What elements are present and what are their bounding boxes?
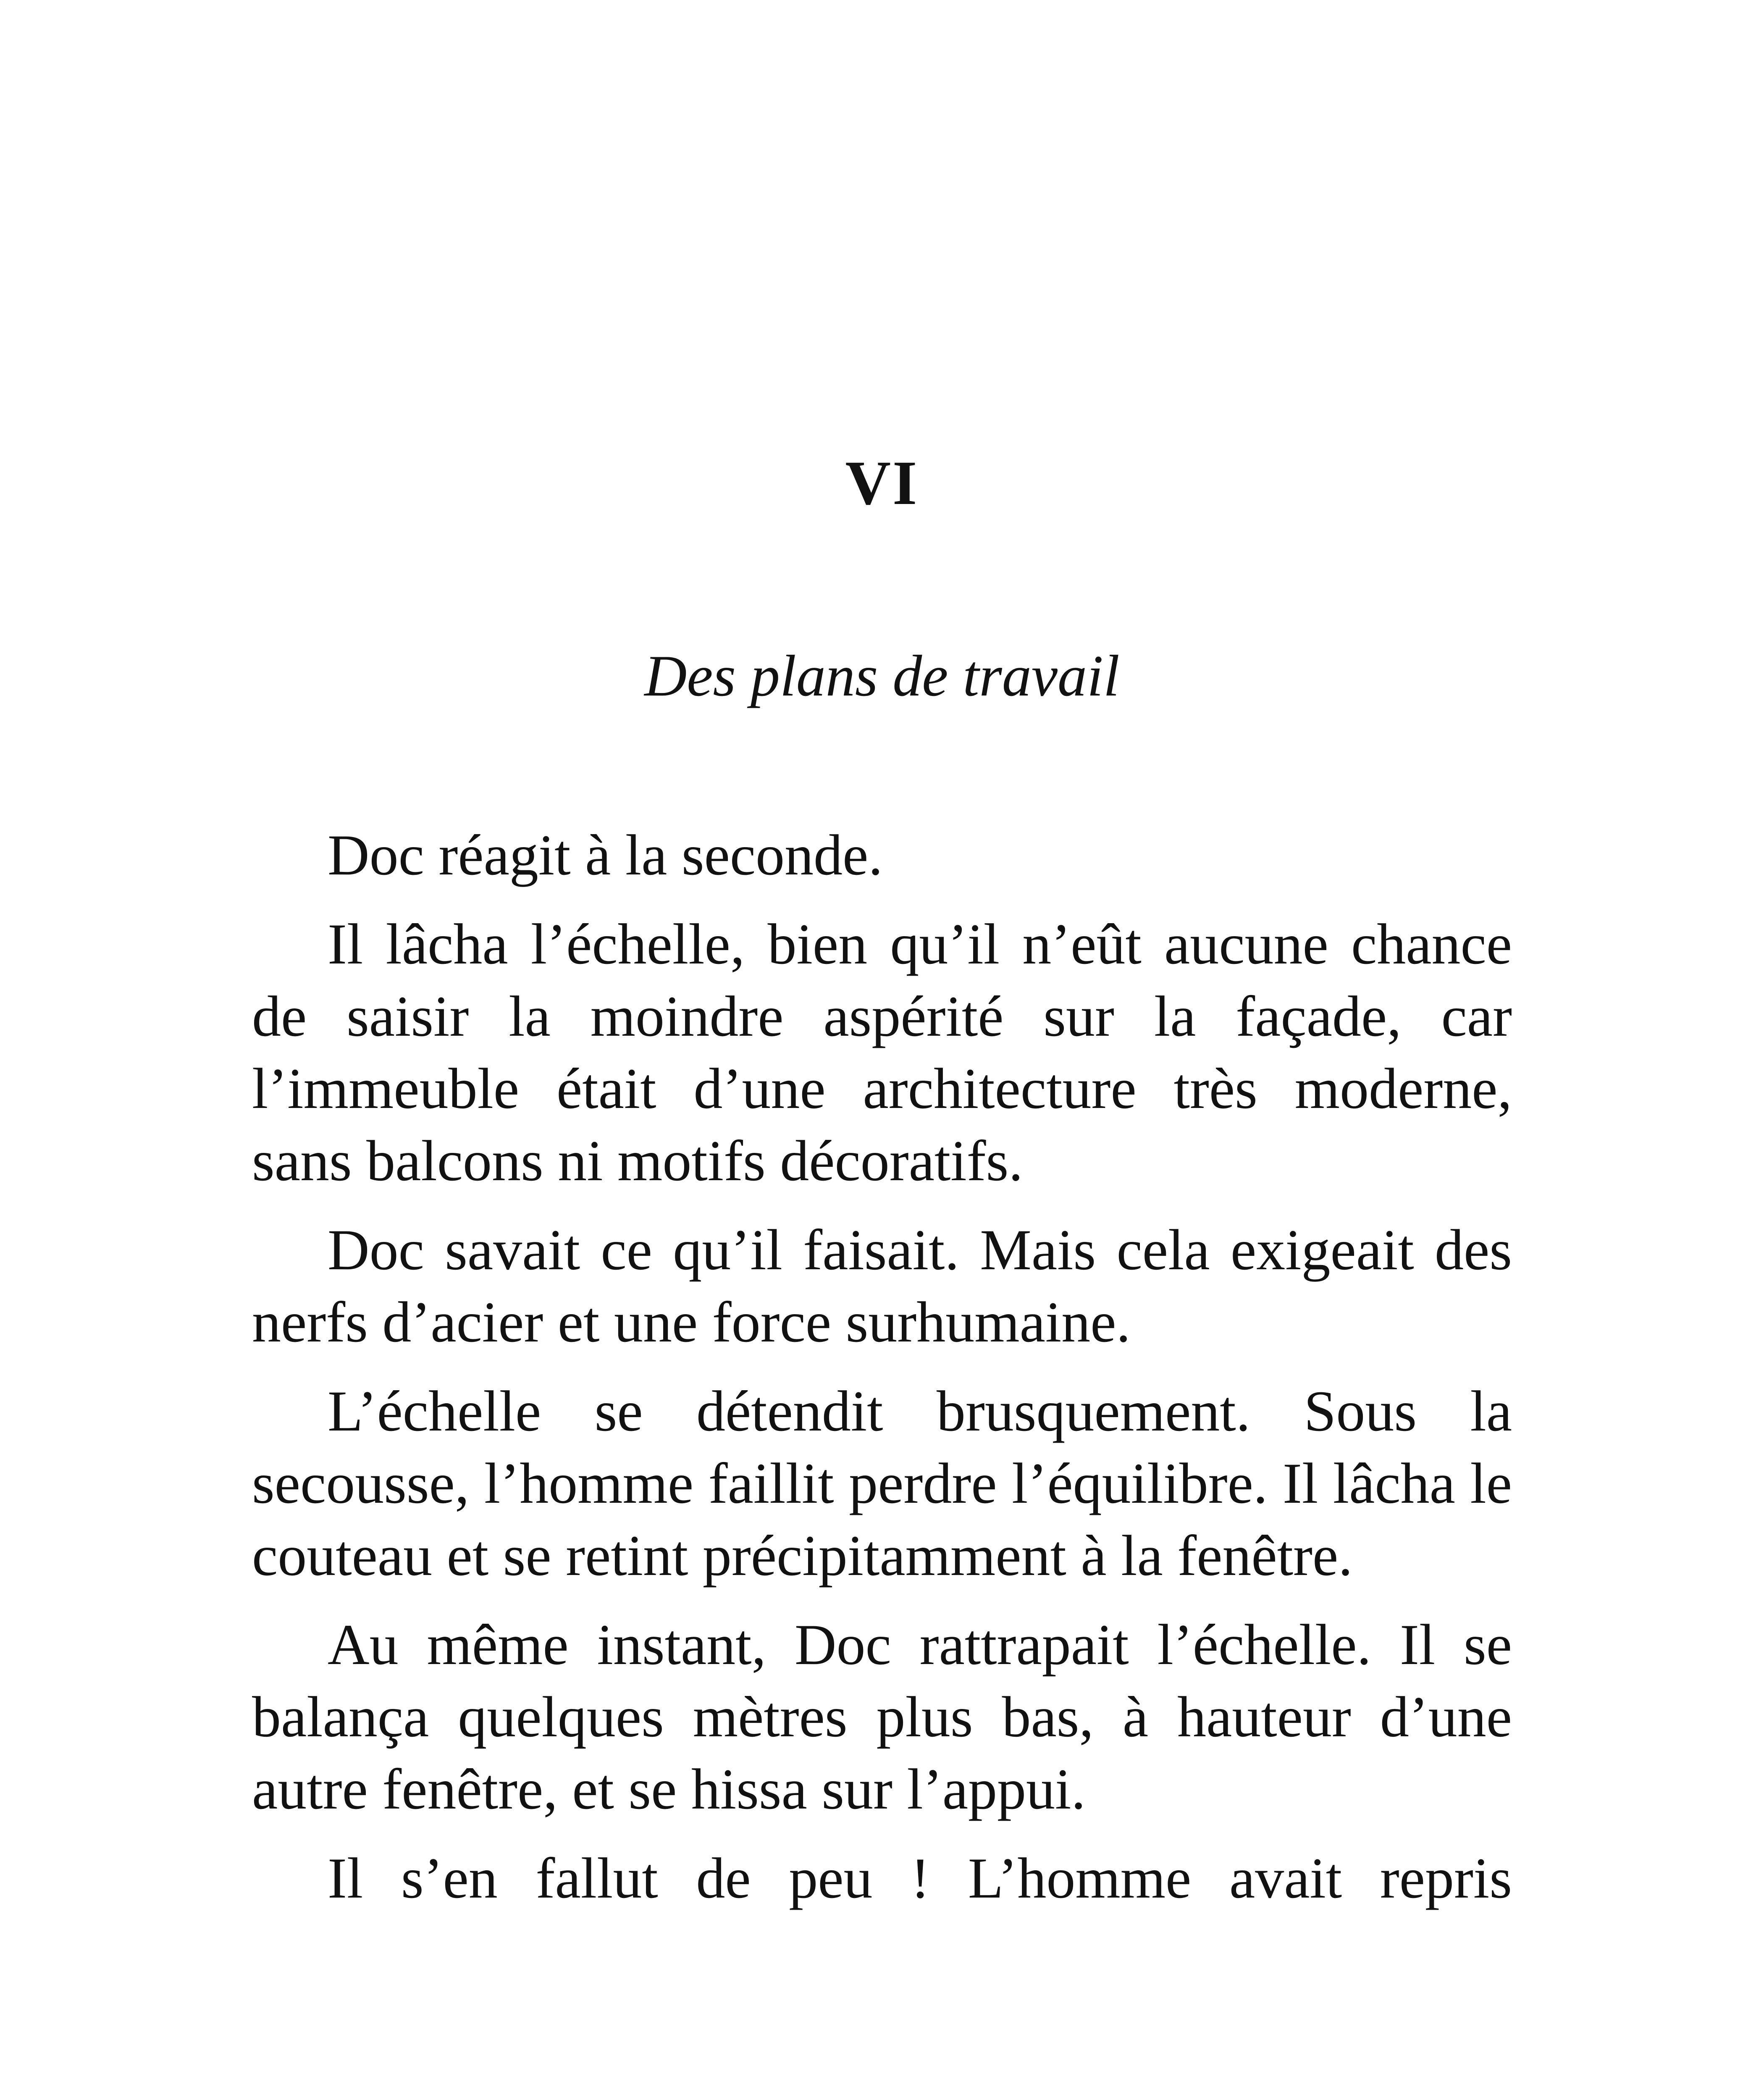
paragraph-1: Doc réagit à la seconde. bbox=[328, 823, 883, 887]
paragraph-3: Doc savait ce qu’il faisait. Mais cela exigeait des nerfs d’acier et une force surhumaine. bbox=[252, 1218, 1512, 1354]
chapter-title: Des plans de travail bbox=[644, 643, 1120, 709]
chapter-number: VI bbox=[845, 448, 919, 518]
paragraph-5: Au même instant, Doc rattrapait l’échelle. Il se balança quelques mètres plus bas, à hauteur d’une autre fenêtre, et se hissa sur l’appui. bbox=[252, 1612, 1512, 1821]
paragraph-4: L’échelle se détendit brusquement. Sous la secousse, l’homme faillit perdre l’équilibre. Il lâcha le couteau et se retint précipitamment à la fenêtre. bbox=[252, 1379, 1512, 1588]
body-text bbox=[252, 819, 1512, 1931]
paragraph-2: Il lâcha l’échelle, bien qu’il n’eût aucune chance de saisir la moindre aspérité sur la façade, car l’immeuble était d’une architecture très moderne, sans balcons ni motifs décoratifs. bbox=[252, 912, 1512, 1193]
paragraph-6: Il s’en fallut de peu ! L’homme avait repris bbox=[328, 1846, 1512, 1910]
